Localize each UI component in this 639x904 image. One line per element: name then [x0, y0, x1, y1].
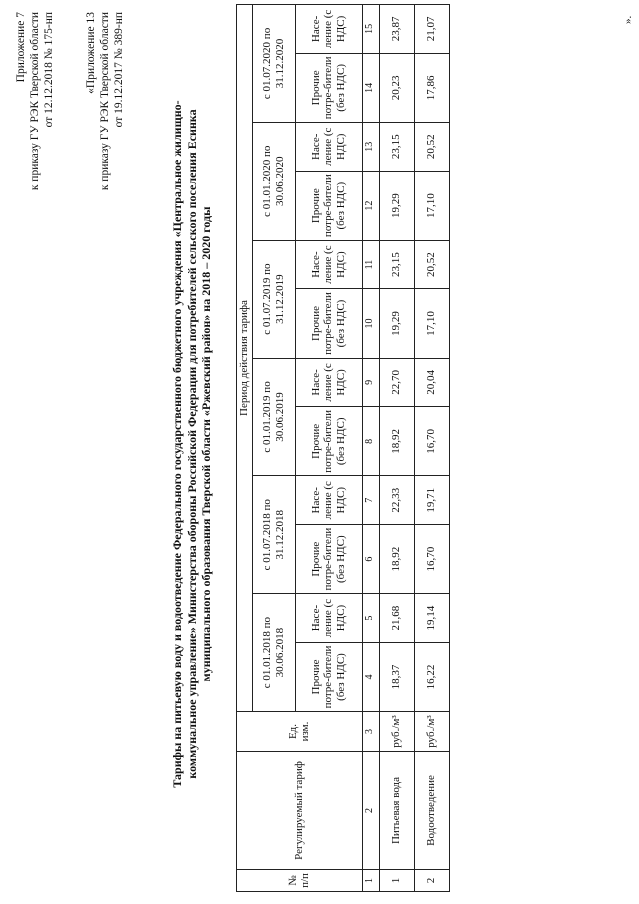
column-number: 12	[362, 171, 379, 240]
appendix-order-ref: к приказу ГУ РЭК Тверской области	[99, 12, 111, 191]
period-cell: с 01.01.2020 по 30.06.2020	[252, 122, 295, 240]
subheader-other-consumers: Прочие потре-бители (без НДС)	[295, 407, 362, 476]
column-number: 8	[362, 407, 379, 476]
tariff-value: 21,68	[379, 594, 414, 643]
period-cell: с 01.07.2018 по 31.12.2018	[252, 476, 295, 594]
period-cell: с 01.07.2020 по 31.12.2020	[252, 5, 295, 123]
tariff-value: 23,15	[379, 122, 414, 171]
table-row	[379, 5, 414, 892]
tariff-value: 20,52	[414, 122, 449, 171]
subheader-population: Насе-ление (с НДС)	[295, 476, 362, 525]
subheader-other-consumers: Прочие потре-бители (без НДС)	[295, 53, 362, 122]
tariff-value: 18,92	[379, 407, 414, 476]
column-number-row	[362, 5, 379, 892]
col-header-number: № п/п	[237, 870, 363, 892]
subheader-other-consumers: Прочие потре-бители (без НДС)	[295, 289, 362, 358]
appendix-order-date: от 19.12.2017 № 389-нп	[113, 12, 125, 128]
document-title	[170, 94, 214, 794]
column-number: 14	[362, 53, 379, 122]
tariff-value: 22,70	[379, 358, 414, 407]
row-number: 1	[379, 870, 414, 892]
subheader-population: Насе-ление (с НДС)	[295, 240, 362, 289]
col-header-unit: Ед. изм.	[237, 712, 363, 752]
table-row	[414, 5, 449, 892]
tariff-value: 23,15	[379, 240, 414, 289]
col-header-tariff: Регулируемый тариф	[237, 752, 363, 870]
tariff-value: 17,10	[414, 289, 449, 358]
row-number: 2	[414, 870, 449, 892]
tariff-value: 17,10	[414, 171, 449, 240]
subheader-population: Насе-ление (с НДС)	[295, 358, 362, 407]
tariff-value: 17,86	[414, 53, 449, 122]
title-line: коммунальное управление» Министерства обороны Российской Федерации для потребителей сельского поселения Есинка	[184, 109, 199, 779]
tariff-value: 21,07	[414, 5, 449, 54]
column-number: 15	[362, 5, 379, 54]
closing-quote: ».	[622, 15, 634, 24]
tariff-value: 23,87	[379, 5, 414, 54]
row-unit: руб./м³	[379, 712, 414, 752]
row-tariff-name: Питьевая вода	[379, 752, 414, 870]
title-line: муниципального образования Тверской области «Ржевский район» на 2018 – 2020 годы	[199, 206, 213, 682]
tariff-value: 19,71	[414, 476, 449, 525]
column-number: 9	[362, 358, 379, 407]
column-number: 7	[362, 476, 379, 525]
tariff-value: 19,29	[379, 171, 414, 240]
column-number: 4	[362, 642, 379, 711]
title-line: Тарифы на питьевую воду и водоотведение Федерального государственного бюджетного учреждения «Центральное жилищно-	[170, 100, 184, 788]
column-number: 6	[362, 525, 379, 594]
subheader-other-consumers: Прочие потре-бители (без НДС)	[295, 642, 362, 711]
subheader-population: Насе-ление (с НДС)	[295, 122, 362, 171]
tariff-table	[236, 4, 450, 892]
period-cell: с 01.07.2019 по 31.12.2019	[252, 240, 295, 358]
appendix-number: «Приложение 13	[85, 12, 97, 94]
subheader-other-consumers: Прочие потре-бители (без НДС)	[295, 525, 362, 594]
appendix-number: Приложение 7	[15, 12, 27, 83]
tariff-value: 19,14	[414, 594, 449, 643]
tariff-value: 16,22	[414, 642, 449, 711]
tariff-value: 22,33	[379, 476, 414, 525]
tariff-value: 18,37	[379, 642, 414, 711]
column-number: 2	[362, 752, 379, 870]
row-unit: руб./м³	[414, 712, 449, 752]
tariff-value: 19,29	[379, 289, 414, 358]
tariff-value: 20,23	[379, 53, 414, 122]
column-number: 5	[362, 594, 379, 643]
appendix-order-ref: к приказу ГУ РЭК Тверской области	[29, 12, 41, 191]
appendix-reference-current	[14, 12, 56, 190]
period-cell: с 01.01.2018 по 30.06.2018	[252, 594, 295, 712]
column-number: 10	[362, 289, 379, 358]
column-number: 1	[362, 870, 379, 892]
tariff-value: 18,92	[379, 525, 414, 594]
column-number: 11	[362, 240, 379, 289]
period-cell: с 01.01.2019 по 30.06.2019	[252, 358, 295, 476]
appendix-order-date: от 12.12.2018 № 175-нп	[43, 12, 55, 128]
tariff-value: 20,04	[414, 358, 449, 407]
tariff-value: 16,70	[414, 525, 449, 594]
row-tariff-name: Водоотведение	[414, 752, 449, 870]
period-header: Период действия тарифа	[237, 5, 253, 712]
column-number: 3	[362, 712, 379, 752]
header-row	[237, 5, 253, 892]
tariff-value: 16,70	[414, 407, 449, 476]
subheader-population: Насе-ление (с НДС)	[295, 594, 362, 643]
subheader-population: Насе-ление (с НДС)	[295, 5, 362, 54]
tariff-value: 20,52	[414, 240, 449, 289]
subheader-other-consumers: Прочие потре-бители (без НДС)	[295, 171, 362, 240]
column-number: 13	[362, 122, 379, 171]
appendix-reference-previous	[84, 12, 126, 190]
